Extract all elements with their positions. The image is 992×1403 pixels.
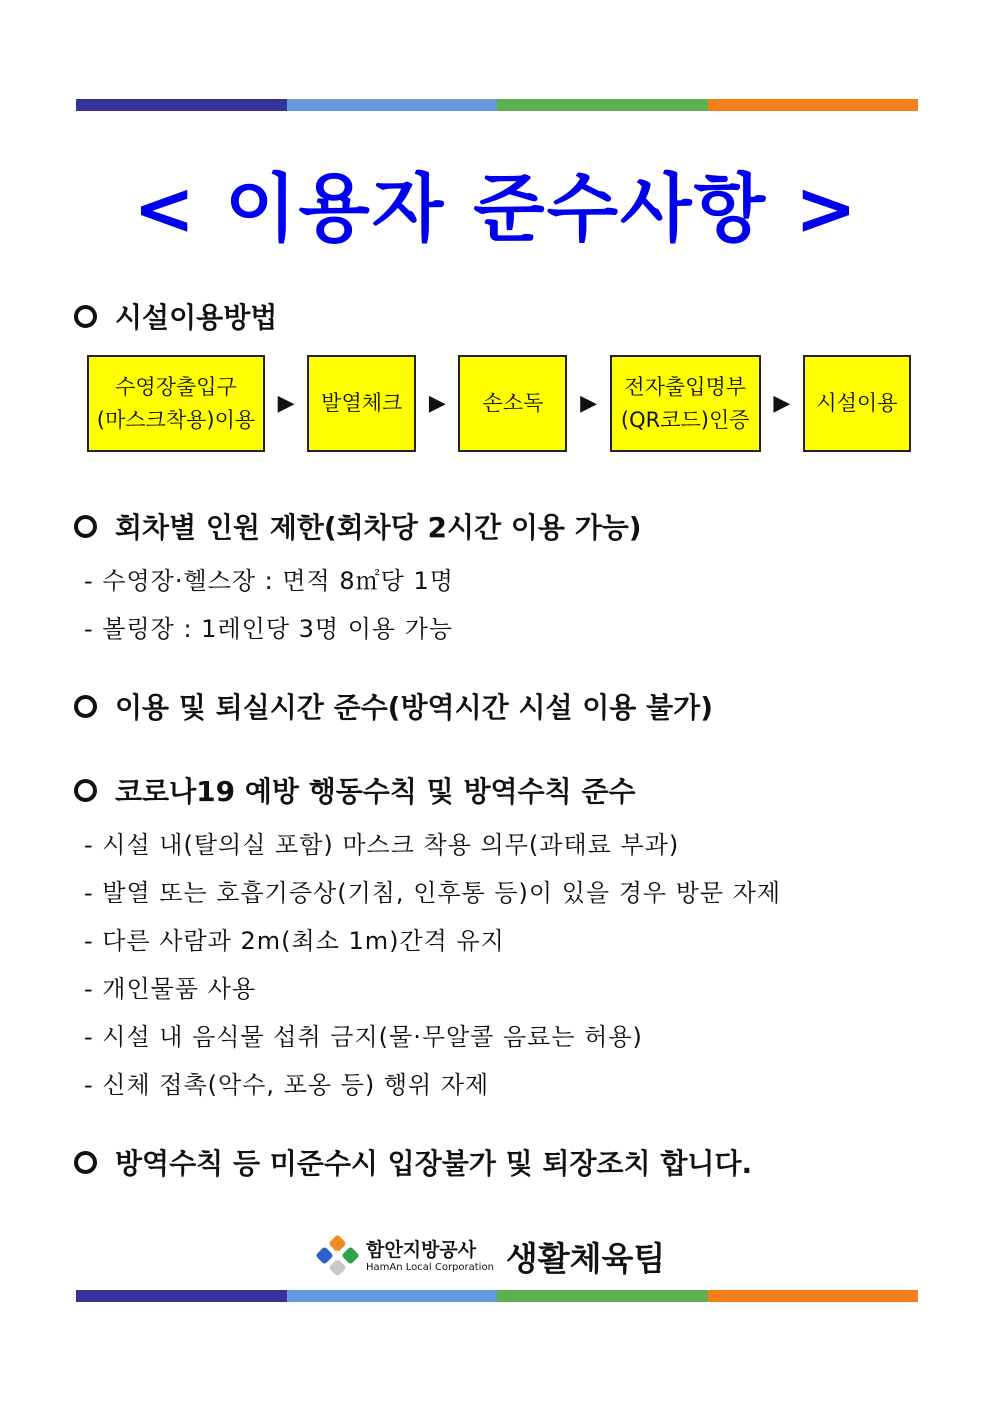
flow-step-hand-sanitize — [458, 355, 567, 452]
flow-step-use-facility — [803, 355, 911, 452]
section-heading: 이용 및 퇴실시간 준수(방역시간 시설 이용 불가) — [115, 691, 713, 724]
list-item: - 시설 내(탈의실 포함) 마스크 착용 의무(과태료 부과) — [84, 831, 680, 859]
section-capacity — [74, 506, 642, 546]
list-item: - 볼링장 : 1레인당 3명 이용 가능 — [84, 615, 454, 643]
bar-segment-navy — [76, 1290, 287, 1302]
step-line: (QR코드)인증 — [620, 407, 750, 432]
bar-segment-navy — [76, 99, 287, 111]
step-line: 수영장출입구 — [115, 374, 237, 399]
arrow-right-icon: ▶ — [580, 391, 598, 416]
usage-flow — [87, 353, 911, 454]
list-item: - 신체 접촉(악수, 포옹 등) 행위 자제 — [84, 1071, 490, 1099]
bar-segment-lightblue — [287, 99, 498, 111]
logo-wordmark — [366, 1239, 494, 1274]
list-item: - 다른 사람과 2m(최소 1m)간격 유지 — [84, 927, 505, 955]
bar-segment-lightblue — [287, 1290, 498, 1302]
bar-segment-orange — [708, 1290, 919, 1302]
footer-logo — [314, 1228, 694, 1284]
circle-bullet-icon — [74, 695, 97, 718]
section-notice — [74, 1142, 752, 1182]
section-heading: 방역수칙 등 미준수시 입장불가 및 퇴장조치 합니다. — [115, 1147, 753, 1180]
team-name: 생활체육팀 — [505, 1238, 666, 1278]
bar-segment-green — [497, 1290, 708, 1302]
step-line: (마스크착용)이용 — [96, 407, 256, 432]
step-line: 발열체크 — [321, 391, 403, 416]
section-covid — [74, 770, 635, 810]
bar-segment-orange — [708, 99, 919, 111]
circle-bullet-icon — [74, 779, 97, 802]
step-line: 전자출입명부 — [624, 374, 747, 399]
arrow-right-icon: ▶ — [277, 391, 295, 416]
section-heading: 회차별 인원 제한(회차당 2시간 이용 가능) — [115, 511, 642, 544]
section-heading: 시설이용방법 — [115, 301, 278, 334]
org-name-english: HamAn Local Corporation — [366, 1261, 494, 1273]
flow-step-fever-check — [307, 355, 416, 452]
top-color-bar — [76, 99, 918, 111]
list-item: - 수영장·헬스장 : 면적 8㎡당 1명 — [84, 567, 454, 595]
step-line: 손소독 — [482, 391, 544, 416]
arrow-right-icon: ▶ — [428, 391, 446, 416]
circle-bullet-icon — [74, 515, 97, 538]
flow-step-entrance — [87, 355, 265, 452]
bar-segment-green — [497, 99, 708, 111]
step-line: 시설이용 — [816, 391, 898, 416]
list-item: - 발열 또는 호흡기증상(기침, 인후통 등)이 있을 경우 방문 자제 — [84, 879, 782, 907]
list-item: - 시설 내 음식물 섭취 금지(물·무알콜 음료는 허용) — [84, 1023, 643, 1051]
section-time — [74, 686, 713, 726]
circle-bullet-icon — [74, 1151, 97, 1174]
section-heading: 코로나19 예방 행동수칙 및 방역수칙 준수 — [115, 775, 636, 808]
page-title: < 이용자 준수사항 > — [133, 166, 859, 252]
org-name-korean: 함안지방공사 — [366, 1238, 477, 1261]
flow-step-qr-verify — [610, 355, 761, 452]
list-item: - 개인물품 사용 — [84, 975, 257, 1003]
corporation-logo-icon — [314, 1232, 362, 1280]
circle-bullet-icon — [74, 305, 97, 328]
section-facility-usage — [74, 296, 277, 336]
arrow-right-icon: ▶ — [773, 391, 791, 416]
bottom-color-bar — [76, 1290, 918, 1302]
